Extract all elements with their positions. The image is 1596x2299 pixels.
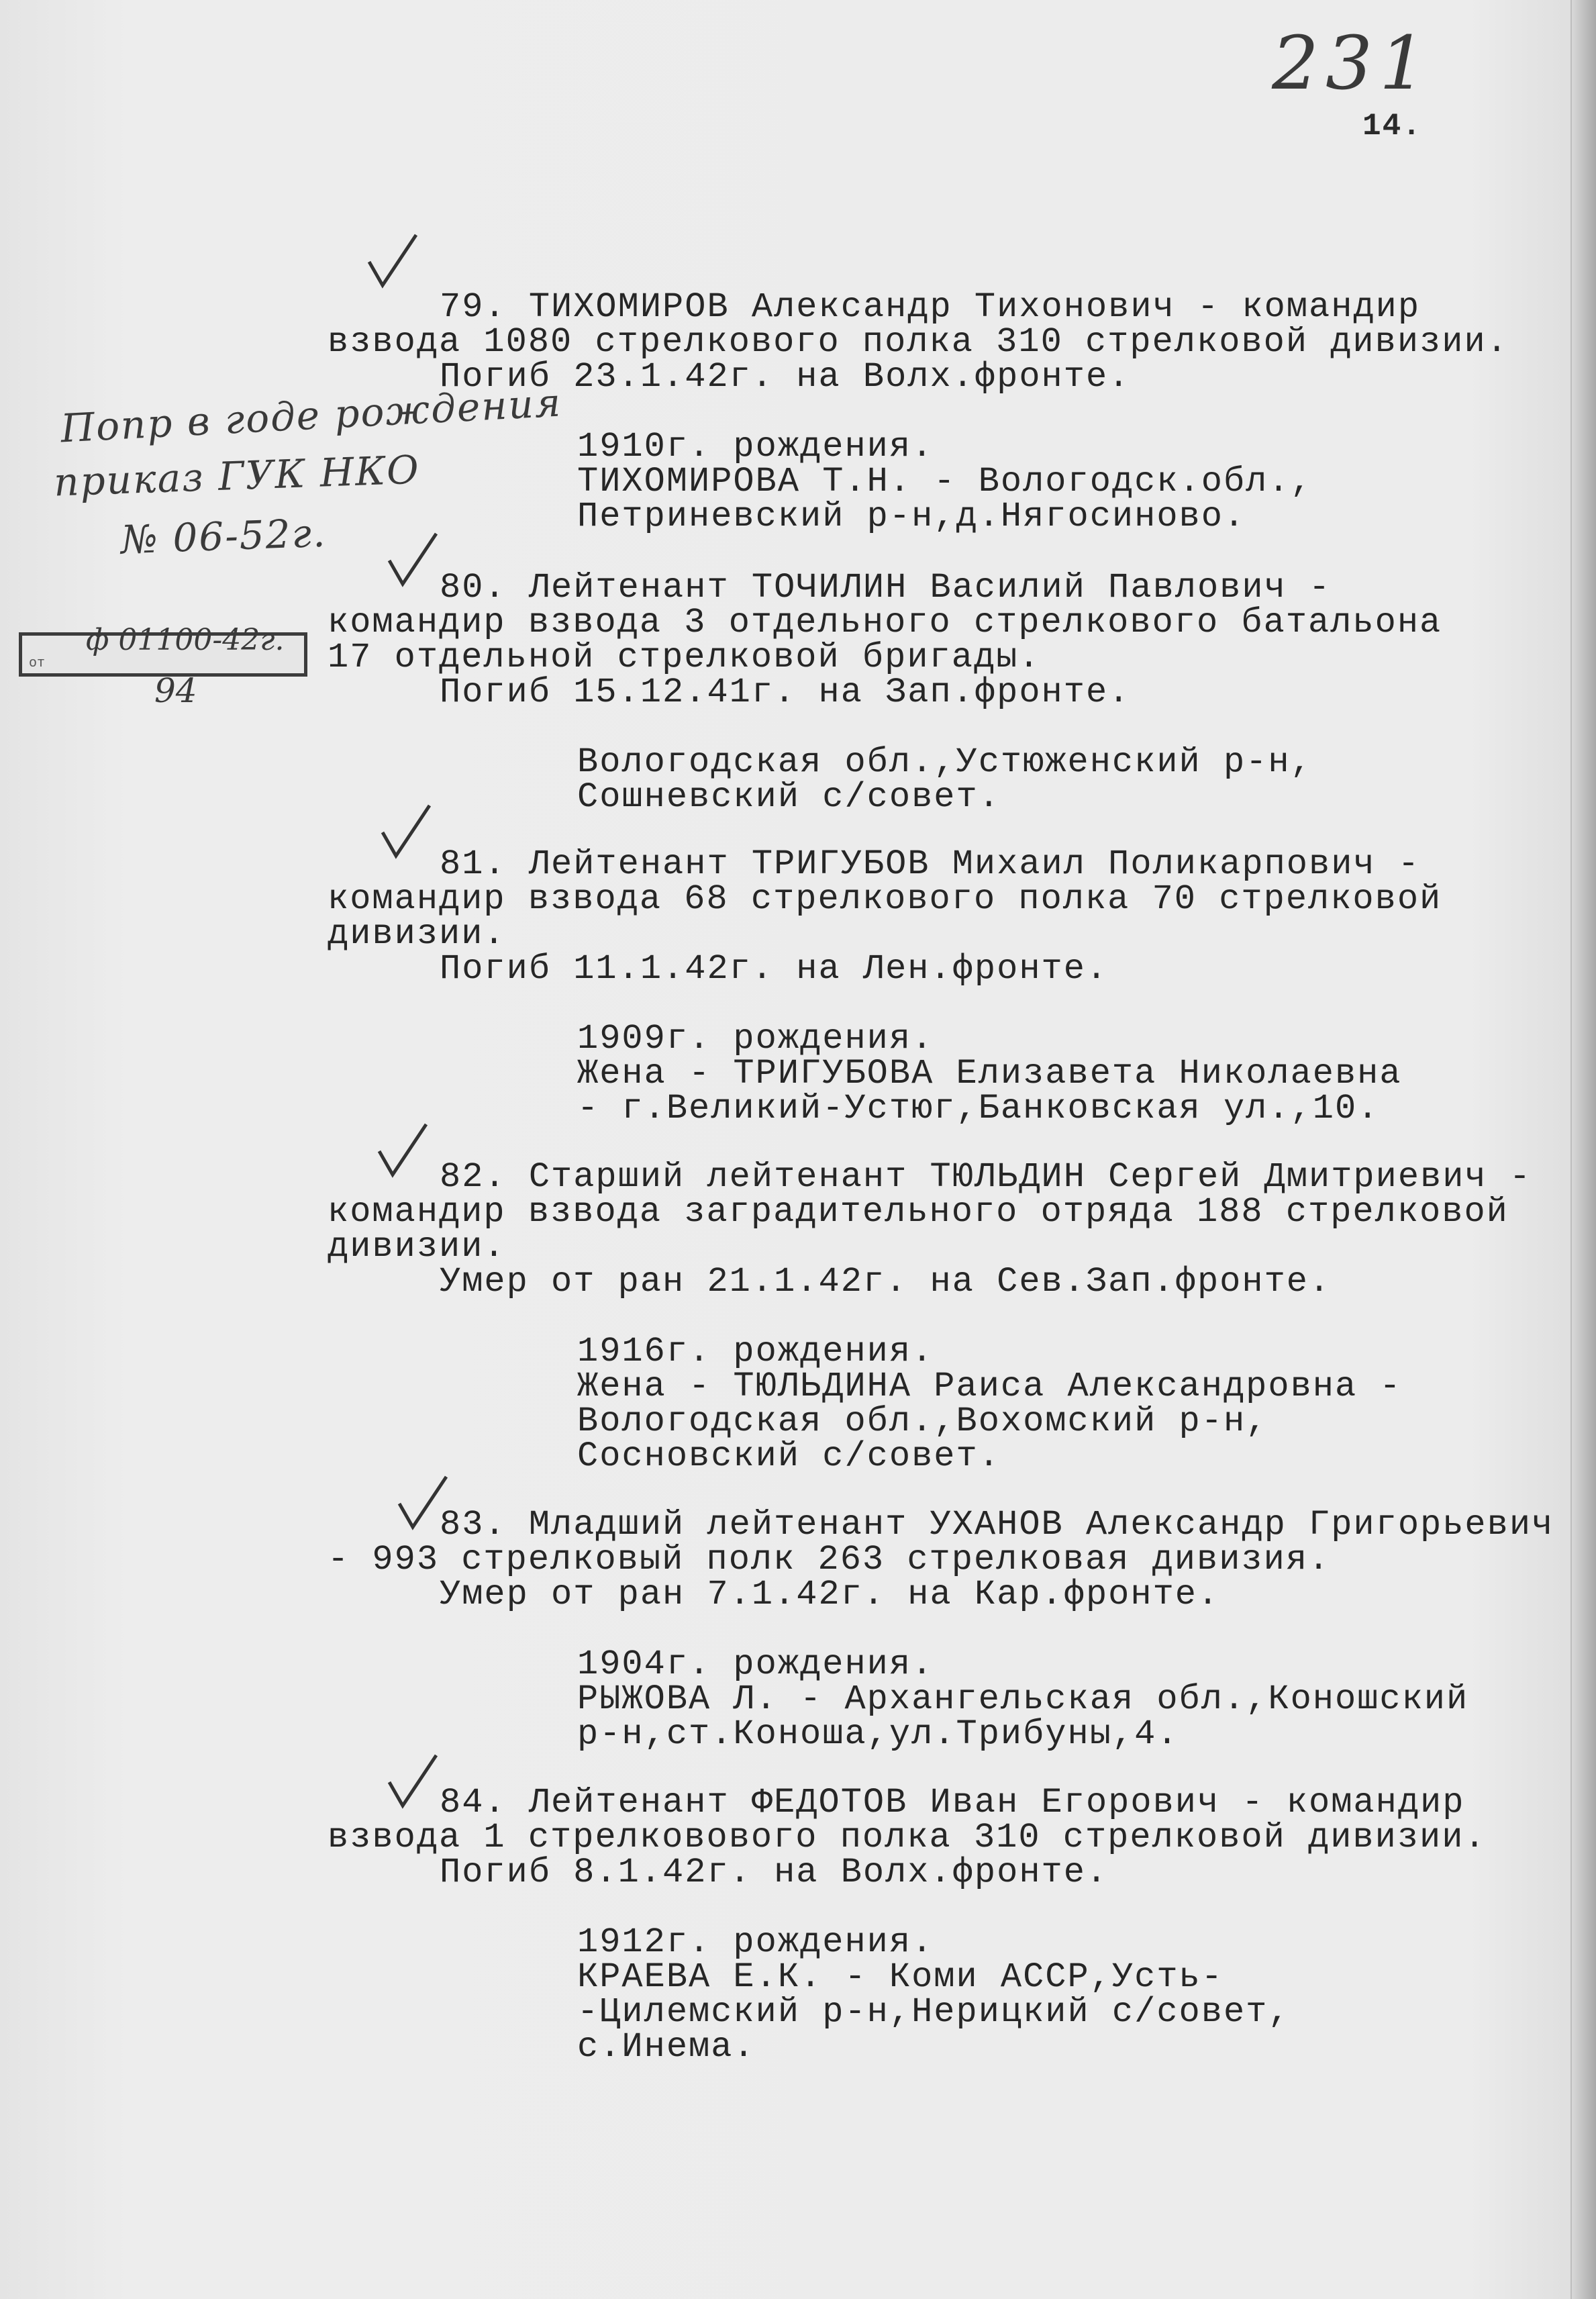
- entry-line: дивизии.: [328, 914, 506, 954]
- entry-line: взвода 1080 стрелкового полка 310 стрелковой дивизии.: [328, 322, 1509, 362]
- entry-line: р-н,ст.Коноша,ул.Трибуны,4.: [577, 1714, 1179, 1754]
- entry-line: 84. Лейтенант ФЕДОТОВ Иван Егорович - командир: [440, 1783, 1465, 1822]
- checkmark-icon: [376, 1121, 430, 1181]
- entry-line: 1916г. рождения.: [577, 1332, 934, 1371]
- entry-line: Умер от ран 21.1.42г. на Сев.Зап.фронте.: [440, 1262, 1332, 1302]
- entry-line: Погиб 15.12.41г. на Зап.фронте.: [440, 673, 1131, 712]
- margin-note-line-1: Попр в годе рождения: [59, 379, 563, 452]
- stamp-sub-number: 94: [154, 671, 197, 710]
- entry-line: 79. ТИХОМИРОВ Александр Тихонович - командир: [440, 287, 1421, 327]
- entry-line: ТИХОМИРОВА Т.Н. - Вологодск.обл.,: [577, 462, 1313, 501]
- stamp-text: ф 01100-42г.: [86, 623, 285, 657]
- entry-line: КРАЕВА Е.К. - Коми АССР,Усть-: [577, 1957, 1224, 1997]
- stamp-label: от: [29, 656, 46, 671]
- entry-line: Вологодская обл.,Устюженский р-н,: [577, 742, 1313, 782]
- entry-line: 80. Лейтенант ТОЧИЛИН Василий Павлович -: [440, 568, 1332, 607]
- entry-line: 82. Старший лейтенант ТЮЛЬДИН Сергей Дмитриевич -: [440, 1157, 1532, 1197]
- entry-line: Жена - ТЮЛЬДИНА Раиса Александровна -: [577, 1367, 1402, 1406]
- margin-note-line-3: № 06-52г.: [119, 509, 328, 563]
- entry-line: 1904г. рождения.: [577, 1645, 934, 1684]
- checkmark-icon: [386, 530, 440, 591]
- page-number: 14.: [1362, 109, 1422, 144]
- entry-line: РЫЖОВА Л. - Архангельская обл.,Коношский: [577, 1679, 1469, 1719]
- entry-line: Петриневский р-н,д.Нягосиново.: [577, 497, 1246, 536]
- entry-line: Сосновский с/совет.: [577, 1436, 1001, 1476]
- entry-line: 83. Младший лейтенант УХАНОВ Александр Григорьевич: [440, 1505, 1554, 1545]
- checkmark-icon: [379, 802, 433, 863]
- entry-line: Погиб 11.1.42г. на Лен.фронте.: [440, 949, 1109, 989]
- margin-note-line-2: приказ ГУК НКО: [52, 446, 421, 505]
- entry-line: Вологодская обл.,Вохомский р-н,: [577, 1402, 1268, 1441]
- entry-line: командир взвода 68 стрелкового полка 70 стрелковой: [328, 879, 1442, 919]
- entry-line: Погиб 23.1.42г. на Волх.фронте.: [440, 357, 1131, 397]
- entry-line: - г.Великий-Устюг,Банковская ул.,10.: [577, 1089, 1380, 1128]
- entry-line: Жена - ТРИГУБОВА Елизавета Николаевна: [577, 1054, 1402, 1093]
- entry-line: 1910г. рождения.: [577, 427, 934, 467]
- entry-line: Умер от ран 7.1.42г. на Кар.фронте.: [440, 1575, 1220, 1614]
- entry-line: 81. Лейтенант ТРИГУБОВ Михаил Поликарпович -: [440, 844, 1421, 884]
- entry-line: взвода 1 стрелковового полка 310 стрелковой дивизии.: [328, 1818, 1487, 1857]
- checkmark-icon: [386, 1752, 440, 1812]
- entry-line: Сошневский с/совет.: [577, 777, 1001, 817]
- entry-line: 1909г. рождения.: [577, 1019, 934, 1059]
- entry-line: Погиб 8.1.42г. на Волх.фронте.: [440, 1853, 1109, 1892]
- entry-line: 1912г. рождения.: [577, 1922, 934, 1962]
- entry-line: -Цилемский р-н,Нерицкий с/совет,: [577, 1992, 1291, 2032]
- entry-line: командир взвода 3 отдельного стрелкового батальона: [328, 603, 1442, 642]
- checkmark-icon: [366, 232, 419, 292]
- entry-line: с.Инема.: [577, 2027, 756, 2067]
- entry-line: 17 отдельной стрелковой бригады.: [328, 638, 1041, 677]
- archive-mark: 231: [1272, 20, 1433, 106]
- entry-line: дивизии.: [328, 1227, 506, 1267]
- entry-line: - 993 стрелковый полк 263 стрелковая дивизия.: [328, 1540, 1331, 1579]
- entry-line: командир взвода заградительного отряда 188 стрелковой: [328, 1192, 1509, 1232]
- paper-edge: [1570, 0, 1596, 2299]
